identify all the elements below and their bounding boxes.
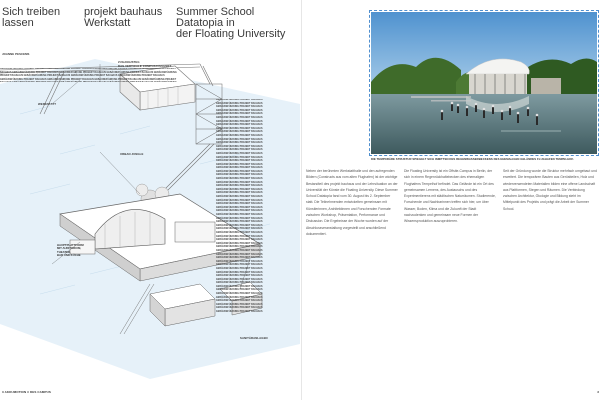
header-sich-treiben [2, 7, 72, 29]
label-platform: DAS VERTICALE KOMPOSTPROJEKT [118, 64, 172, 68]
body-text-col3: Seit der Gründung wurde die Struktur mehrfach umgebaut und erweitert. Die temporären Bauten aus Gerüstteilen, Holz und wiederverwendeten Materialien bilden eine offene Landschaft aus Plattformen, Stegen und Räumen. Die Verbindung zwischen Architektur, Ökologie und Bildung steht im Mittelpunkt des Projekts und prägt die Arbeit der Summer School. [503, 169, 597, 211]
footer-right: 3 [597, 390, 599, 394]
header-line: Datatopia in [176, 17, 235, 29]
repeated-text: GEBÄUDEFÜHRUNG PROJEKT BAUHAUS GEBÄUDEFÜHRUNG PROJEKT BAUHAUS GEBÄUDEFÜHRUNG PROJEKT BAUHAUS GEBÄUDEFÜHRUNG PROJEKT BAUHAUS GEBÄUDEFÜHRUNG PROJEKT BAUHAUS GEBÄUDEFÜHRUNG PROJEKT BAUHAUS GEBÄUDEFÜHRUNG PROJEKT BAUHAUS GEBÄUDEFÜHRUNG PROJEKT BAUHAUS GEBÄUDEFÜHRUNG PROJEKT BAUHAUS GEBÄUDEFÜHRUNG PROJEKT BAUHAUS GEBÄUDEFÜHRUNG PROJEKT BAUHAUS GEBÄUDEFÜHRUNG PROJEKT BAUHAUS GEBÄUDEFÜHRUNG PROJEKT BAUHAUS GEBÄUDEFÜHRUNG PROJEKT BAUHAUS GEBÄUDEFÜHRUNG PROJEKT [0, 68, 177, 81]
footer-left: 3 AKKUMOTION // DES CAMPUS [2, 390, 51, 394]
label-urban-jungle: URBAN JUNGLE [120, 152, 144, 156]
header-line: Sich treiben [2, 6, 61, 18]
header-line: Werkstatt [84, 17, 131, 29]
label-werkstatt: WERKSTATT [38, 102, 57, 106]
axonometric-drawing [0, 44, 300, 384]
repeated-text-block-right [216, 99, 286, 359]
page-spine [301, 0, 302, 400]
repeated-text: GEBÄUDEFÜHRUNG PROJEKT BAUHAUS GEBÄUDEFÜHRUNG PROJEKT BAUHAUS GEBÄUDEFÜHRUNG PROJEKT BAUHAUS GEBÄUDEFÜHRUNG PROJEKT BAUHAUS GEBÄUDEFÜHRUNG PROJEKT BAUHAUS GEBÄUDEFÜHRUNG PROJEKT BAUHAUS GEBÄUDEFÜHRUNG PROJEKT BAUHAUS GEBÄUDEFÜHRUNG PROJEKT BAUHAUS GEBÄUDEFÜHRUNG PROJEKT BAUHAUS GEBÄUDEFÜHRUNG PROJEKT BAUHAUS GEBÄUDEFÜHRUNG PROJEKT BAUHAUS GEBÄUDEFÜHRUNG PROJEKT BAUHAUS GEBÄUDEFÜHRUNG PROJEKT BAUHAUS GEBÄUDEFÜHRUNG PROJEKT BAUHAUS GEBÄUDEFÜHRUNG PROJEKT BAUHAUS GEBÄUDEFÜHRUNG PROJEKT BAUHAUS GEBÄUDEFÜHRUNG PROJEKT BAUHAUS GEBÄUDEFÜHRUNG PROJEKT BAUHAUS GEBÄUDEFÜHRUNG PROJEKT BAUHAUS GEBÄUDEFÜHRUNG PROJEKT BAUHAUS GEBÄUDEFÜHRUNG PROJEKT BAUHAUS GEBÄUDEFÜHRUNG PROJEKT BAUHAUS GEBÄUDEFÜHRUNG PROJEKT BAUHAUS GEBÄUDEFÜHRUNG PROJEKT BAUHAUS GEBÄUDEFÜHRUNG PROJEKT BAUHAUS GEBÄUDEFÜHRUNG PROJEKT BAUHAUS GEBÄUDEFÜHRUNG PROJEKT BAUHAUS GEBÄUDEFÜHRUNG PROJEKT BAUHAUS GEBÄUDEFÜHRUNG PROJEKT BAUHAUS GEBÄUDEFÜHRUNG PROJEKT BAUHAUS GEBÄUDEFÜHRUNG PROJEKT BAUHAUS GEBÄUDEFÜHRUNG PROJEKT BAUHAUS GEBÄUDEFÜHRUNG PROJEKT BAUHAUS GEBÄUDEFÜHRUNG PROJEKT BAUHAUS GEBÄUDEFÜHRUNG PROJEKT BAUHAUS GEBÄUDEFÜHRUNG PROJEKT BAUHAUS GEBÄUDEFÜHRUNG PROJEKT BAUHAUS GEBÄUDEFÜHRUNG PROJEKT BAUHAUS GEBÄUDEFÜHRUNG PROJEKT BAUHAUS GEBÄUDEFÜHRUNG PROJEKT BAUHAUS GEBÄUDEFÜHRUNG PROJEKT BAUHAUS GEBÄUDEFÜHRUNG PROJEKT BAUHAUS GEBÄUDEFÜHRUNG PROJEKT BAUHAUS GEBÄUDEFÜHRUNG PROJEKT BAUHAUS GEBÄUDEFÜHRUNG PROJEKT BAUHAUS GEBÄUDEFÜHRUNG PROJEKT BAUHAUS GEBÄUDEFÜHRUNG PROJEKT BAUHAUS GEBÄUDEFÜHRUNG PROJEKT BAUHAUS GEBÄUDEFÜHRUNG PROJEKT BAUHAUS GEBÄUDEFÜHRUNG PROJEKT BAUHAUS GEBÄUDEFÜHRUNG PROJEKT BAUHAUS GEBÄUDEFÜHRUNG PROJEKT BAUHAUS GEBÄUDEFÜHRUNG PROJEKT BAUHAUS GEBÄUDEFÜHRUNG PROJEKT BAUHAUS GEBÄUDEFÜHRUNG PROJEKT BAUHAUS GEBÄUDEFÜHRUNG PROJEKT BAUHAUS GEBÄUDEFÜHRUNG PROJEKT BAUHAUS GEBÄUDEFÜHRUNG PROJEKT BAUHAUS GEBÄUDEFÜHRUNG PROJEKT BAUHAUS GEBÄUDEFÜHRUNG PROJEKT BAUHAUS [216, 99, 263, 314]
repeated-text-block-top [0, 68, 180, 82]
label-sanitaer: SANITÄRANLAGEN [240, 336, 268, 340]
label-zugangsteg: ZUGANG/STEG [118, 60, 140, 64]
header-line: projekt bauhaus [84, 6, 163, 18]
floating-university-photo [371, 12, 597, 154]
label-line: HAUPTPLATTFORM [57, 243, 84, 247]
header-summer-school [176, 7, 301, 40]
header-line: lassen [2, 17, 34, 29]
label-author: JOANNE PESCEMS [2, 52, 30, 56]
header-line: der Floating University [176, 28, 286, 40]
body-text-col2: Die Floating University ist ein Offsite-Campus in Berlin, der sich in einem Regenrückhaltebecken des ehemaligen Flughafens Tempelhof befindet. Das Gelände ist ein Ort des gemeinsamen Lernens, des Austauschs und des Experimentierens mit städtischen Naturräumen. Studierende, Forschende und Nachbarinnen treffen sich hier, um über Wasser, Boden, Klima und die Zukunft der Stadt nachzudenken und gemeinsam neue Formen der Wissensproduktion auszuprobieren. [404, 169, 496, 224]
label-line: MIT AUDITORIUM, THEATER, [57, 246, 82, 254]
photo-caption: DIE TEMPORÄRE STRUKTUR SPIEGELT SICH INMITTEN DES REGENWASSERBECKENS DES EHEMALIGEN GELÄNDES FLUGHAFEN TEMPELHOF. [371, 157, 574, 161]
photo-svg [371, 12, 597, 154]
body-text-col1: Neben der berühmten Werkstatthalle und den aufregenden Bildern (Constructs aus vom alten Flughafen) ist der wichtige Bestandteil des projekt bauhaus und der Lehrsituation an der Universität der Künste die Floating University. Diese Summer School Datatopia fand vom 30. August bis 2. September statt. Die Teilnehmenden entwickelten gemeinsam mit Künstlerinnen, Architektinnen und Forschenden Formate zwischen Workshop, Präsentation, Performance und Diskussion. Die Ergebnisse der Woche wurden auf der Abschlussveranstaltung vorgestellt und anschließend dokumentiert. [306, 169, 398, 236]
label-line: BAR UND KÜCHE [57, 253, 81, 258]
label-hauptplattform [57, 244, 91, 258]
header-projekt-bauhaus [84, 7, 174, 29]
header-line: Summer School [176, 6, 255, 18]
